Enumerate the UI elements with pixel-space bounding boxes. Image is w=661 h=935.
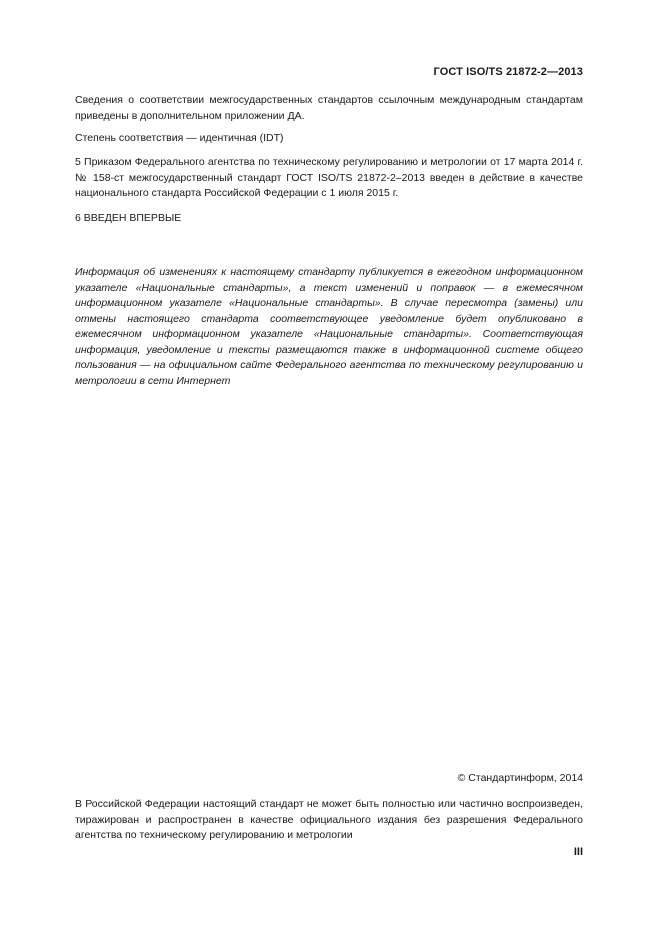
document-designation: ГОСТ ISO/TS 21872-2—2013 — [433, 66, 583, 78]
compliance-info-text: Сведения о соответствии межгосударственных стандартов ссылочным международным стандартам приведены в дополнительном приложении ДА. — [75, 94, 583, 122]
degree-text: Степень соответствия — идентичная (IDT) — [75, 132, 284, 144]
changes-info-paragraph — [75, 265, 583, 389]
page-number: III — [573, 846, 583, 858]
rights-paragraph — [75, 797, 583, 844]
changes-info-text: Информация об изменениях к настоящему стандарту публикуется в ежегодном информационном указателе «Национальные стандарты», а текст изменений и поправок — в ежемесячном информационном указателе «Национальные стандарты». В случае пересмотра (замены) или отмены настоящего стандарта соответствующее уведомление будет опубликовано в ежемесячном информационном указателе «Национальные стандарты». Соответствующая информация, уведомление и тексты размещаются также в информационной системе общего пользования — на официальном сайте Федерального агентства по техническому регулированию и метрологии в сети Интернет — [75, 266, 583, 387]
degree-paragraph — [75, 131, 583, 147]
compliance-info-paragraph — [75, 93, 583, 124]
order-paragraph — [75, 155, 583, 202]
first-introduced-text: 6 ВВЕДЕН ВПЕРВЫЕ — [75, 212, 182, 224]
copyright-notice: © Стандартинформ, 2014 — [457, 772, 583, 784]
rights-text: В Российской Федерации настоящий стандарт не может быть полностью или частично воспроизведен, тиражирован и распространен в качестве официального издания без разрешения Федерального агентства по техническому регулированию и метрологии — [75, 798, 583, 841]
order-text: 5 Приказом Федерального агентства по техническому регулированию и метрологии от 17 марта 2014 г. № 158-ст межгосударственный стандарт ГОСТ ISO/TS 21872-2–2013 введен в действие в качестве национального стандарта Российской Федерации с 1 июля 2015 г. — [75, 156, 583, 199]
first-introduced-paragraph — [75, 211, 583, 227]
